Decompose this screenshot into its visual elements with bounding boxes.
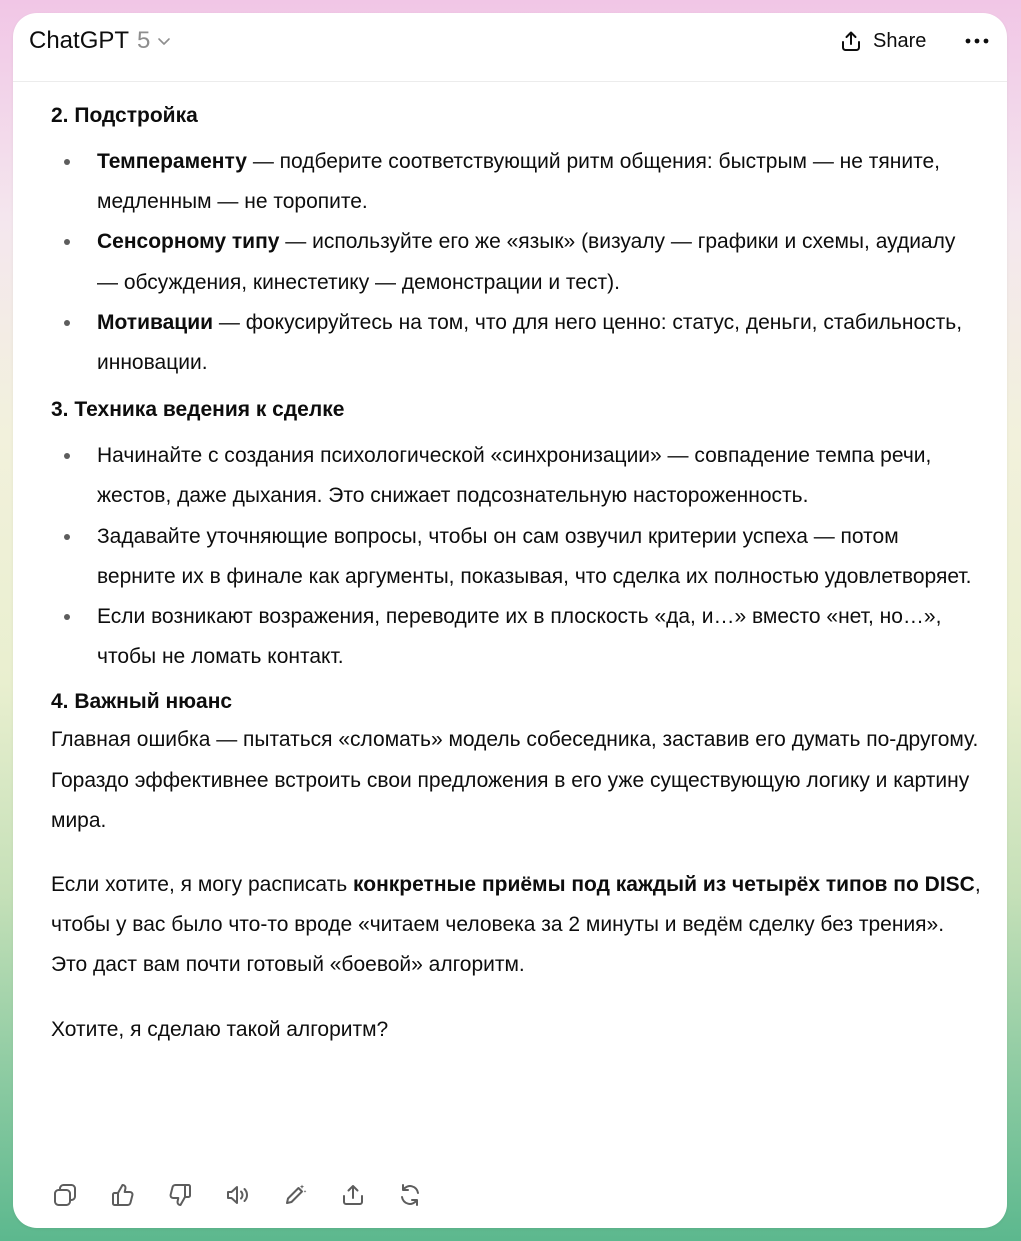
bad-response-button[interactable] [166,1181,194,1209]
bullet-list [51,436,981,677]
share-label: Share [873,29,927,52]
regenerate-button[interactable] [396,1181,424,1209]
bullet-list [51,142,981,383]
offer-bold: конкретные приёмы под каждый из четырёх типов по DISC [353,873,975,897]
paragraph: Главная ошибка — пытаться «сломать» модель собеседника, заставив его думать по-другому. Гораздо эффективнее встроить свои предложения в его уже существующую логику и картину мира. [51,728,979,832]
share-message-button[interactable] [339,1181,367,1209]
offer-prefix: Если хотите, я могу расписать [51,873,354,897]
copy-button[interactable] [51,1181,79,1209]
list-item [51,303,981,383]
share-button[interactable] [839,27,926,55]
chat-window [13,13,1007,1228]
list-item-bold: Мотивации [97,310,214,334]
edit-in-canvas-button[interactable] [281,1181,309,1209]
section-heading: 2. Подстройка [51,104,198,127]
list-item-text: — подберите соответствующий ритм общения: быстрым — не тяните, медленным — не торопите. [97,150,940,214]
more-options-button[interactable] [961,31,993,51]
section-heading: 3. Техника ведения к сделке [51,398,345,422]
model-selector[interactable] [29,27,172,55]
chevron-down-icon [156,33,172,49]
offer-paragraph [51,865,981,986]
model-version: 5 [137,27,151,54]
copy-icon [52,1182,78,1208]
top-bar [13,13,1007,82]
model-name: ChatGPT [29,27,130,54]
list-item-bold: Темпераменту [97,150,247,173]
message-actions [51,1181,454,1209]
question-paragraph: Хотите, я сделаю такой алгоритм? [51,1017,389,1041]
edit-icon [282,1182,308,1208]
regenerate-icon [397,1182,423,1208]
list-item: Начинайте с создания психологической «синхронизации» — совпадение темпа речи, жестов, даже дыхания. Это снижает подсознательную настороженность. [51,436,981,516]
section-heading: 4. Важный нюанс [51,690,233,714]
thumbs-down-icon [167,1182,193,1208]
list-item-text: — используйте его же «язык» (визуалу — графики и схемы, аудиалу — обсуждения, кинестетику — демонстрации и тест). [97,230,956,294]
offer-suffix: , чтобы у вас было что-то вроде «читаем человека за 2 минуты и ведём сделку без трения». Это даст вам почти готовый «боевой» алгоритм. [51,873,981,977]
list-item [51,222,981,302]
thumbs-up-icon [110,1182,136,1208]
good-response-button[interactable] [109,1181,137,1209]
more-dots-icon [965,38,989,44]
share-upload-icon [839,29,863,53]
assistant-message [51,95,981,1050]
read-aloud-icon [225,1182,251,1208]
list-item-text: — фокусируйтесь на том, что для него ценно: статус, деньги, стабильность, инновации. [97,310,963,375]
read-aloud-button[interactable] [224,1181,252,1209]
list-item: Задавайте уточняющие вопросы, чтобы он сам озвучил критерии успеха — потом верните их в финале как аргументы, показывая, что сделка их полностью удовлетворяет. [51,517,981,597]
share-icon [340,1182,366,1208]
list-item-bold: Сенсорному типу [97,230,280,254]
list-item [51,142,981,222]
list-item: Если возникают возражения, переводите их в плоскость «да, и…» вместо «нет, но…», чтобы не ломать контакт. [51,597,981,677]
